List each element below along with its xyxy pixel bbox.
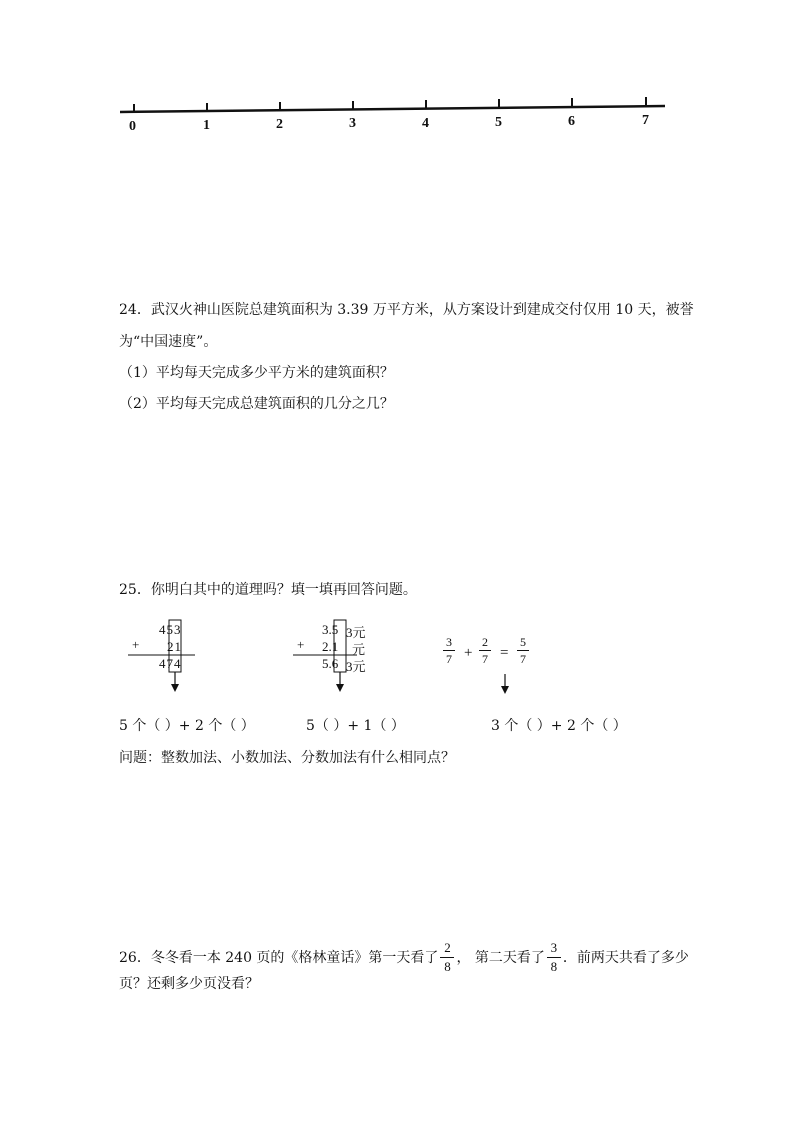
q26-fraction-2-denominator: 8: [550, 959, 558, 974]
fraction-b: [479, 635, 491, 666]
decimal-plus-sign: +: [297, 637, 305, 652]
q24-line2: 为“中国速度”。: [119, 334, 218, 350]
q26-part1: 26．冬冬看一本 240 页的《格林童话》第一天看了: [119, 949, 439, 966]
decimal-row2-left: 2.1: [322, 639, 339, 654]
integer-row2: 21: [167, 639, 182, 654]
q24-sub2: （2）平均每天完成总建筑面积的几分之几？: [119, 396, 394, 412]
tick-label-2: 2: [276, 117, 283, 132]
fraction-b-denominator: 7: [482, 652, 488, 666]
tick-label-0: 0: [129, 119, 136, 134]
q25-blank2: 5（ ）+ 1（ ）: [306, 718, 405, 734]
q26-fraction-1-denominator: 8: [444, 959, 451, 974]
fraction-c: [517, 635, 529, 666]
decimal-row3-right: 3元: [346, 659, 366, 674]
fraction-c-denominator: 7: [520, 652, 526, 666]
q26-part2: ， 第二天看了: [456, 949, 545, 966]
tick-label-7: 7: [642, 113, 649, 128]
decimal-row2-right: 元: [352, 642, 366, 657]
q24-line1: 24．武汉火神山医院总建筑面积为 3.39 万平方米，从方案设计到建成交付仅用 10 天，被誉: [119, 302, 694, 318]
q25-question: 问题：整数加法、小数加法、分数加法有什么相同点？: [119, 750, 455, 766]
q25-blank3: 3 个（ ）+ 2 个（ ）: [491, 718, 627, 734]
fraction-a-denominator: 7: [446, 652, 452, 666]
fraction-c-numerator: 5: [520, 635, 526, 649]
fraction-a: [443, 635, 455, 666]
tick-label-3: 3: [349, 116, 356, 131]
q24-sub1: （1）平均每天完成多少平方米的建筑面积？: [119, 365, 394, 381]
q26-fraction-1-numerator: 2: [444, 940, 451, 955]
q25-blank1: 5 个（ ）+ 2 个（ ）: [119, 718, 255, 734]
q26-fraction-2-numerator: 3: [550, 940, 558, 955]
decimal-row3-left: 5.6: [322, 656, 339, 671]
fraction-b-numerator: 2: [482, 635, 488, 649]
tick-label-1: 1: [203, 118, 210, 133]
q25-title: 25．你明白其中的道理吗？填一填再回答问题。: [119, 582, 417, 598]
tick-label-5: 5: [495, 115, 502, 130]
tick-label-4: 4: [422, 116, 429, 131]
fraction-plus-sign: +: [464, 645, 473, 661]
q26-fraction-2: [547, 940, 561, 975]
decimal-row1-right: 3元: [346, 625, 366, 640]
number-line-axis: [0, 0, 794, 150]
fraction-a-numerator: 3: [446, 635, 452, 649]
q26-line1: [119, 940, 689, 975]
down-arrow-icon: [498, 672, 514, 696]
fraction-equals-sign: =: [500, 645, 509, 661]
integer-row1: 453: [159, 622, 182, 637]
q26-fraction-1: [440, 940, 454, 975]
tick-label-6: 6: [568, 114, 575, 129]
q26-line2: 页？还剩多少页没看？: [119, 976, 259, 992]
integer-plus-sign: +: [132, 637, 140, 652]
integer-row3: 474: [159, 656, 182, 671]
decimal-row1-left: 3.5: [322, 622, 339, 637]
q26-part3: ．前两天共看了多少: [562, 949, 689, 966]
